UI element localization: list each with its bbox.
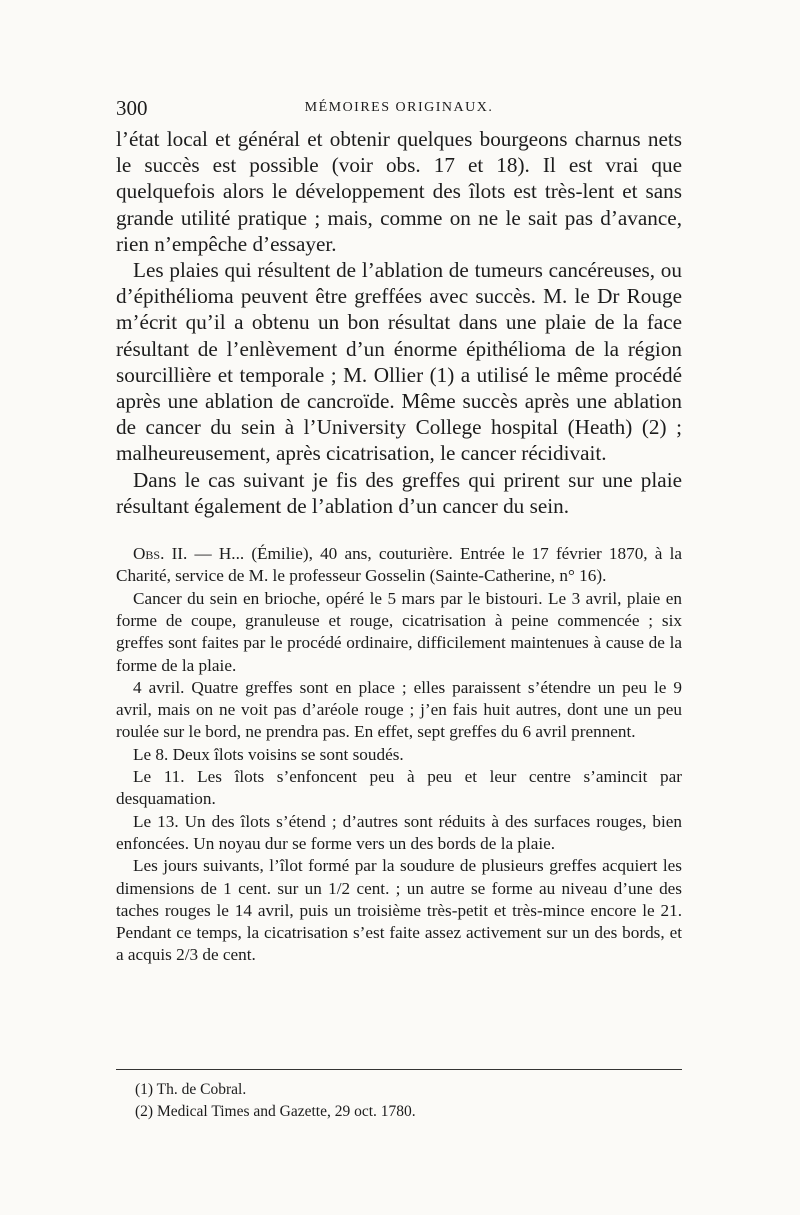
observation-label: Obs. II. (133, 544, 188, 564)
footnotes (116, 1079, 682, 1123)
footnote: (1) Th. de Cobral. (135, 1081, 247, 1098)
main-text (116, 126, 682, 519)
paragraph: Dans le cas suivant je fis des greffes qui prirent sur une plaie résultant également de l’ablation d’un cancer du sein. (116, 467, 682, 518)
running-title: MÉMOIRES ORIGINAUX. (304, 100, 494, 115)
observation-intro (116, 543, 682, 588)
observation-paragraph: Les jours suivants, l’îlot formé par la soudure de plusieurs greffes acquiert les dimensions de 1 cent. sur un 1/2 cent. ; un autre se forme au niveau d’une des taches rouges le 14 avril, puis un troisième très-petit et très-mince encore le 21. Pendant ce temps, la cicatrisation s’est faite assez activement sur un des bords, et a acquis 2/3 de cent. (116, 856, 682, 965)
observation-paragraph: Le 11. Les îlots s’enfoncent peu à peu et leur centre s’amincit par desquamation. (116, 767, 682, 809)
observation-paragraph: Le 13. Un des îlots s’étend ; d’autres sont réduits à des surfaces rouges, bien enfoncées. Un noyau dur se forme vers un des bords de la plaie. (116, 811, 682, 853)
footnote-divider (116, 1069, 682, 1070)
observation-paragraph: Cancer du sein en brioche, opéré le 5 mars par le bistouri. Le 3 avril, plaie en forme de coupe, granuleuse et rouge, cicatrisation à peine commencée ; six greffes sont faites par le procédé ordinaire, difficilement maintenues à cause de la forme de la plaie. (116, 588, 682, 675)
page-body (116, 126, 682, 967)
page-number: 300 (116, 96, 148, 120)
observation-paragraph: 4 avril. Quatre greffes sont en place ; elles paraissent s’étendre un peu le 9 avril, mais on ne voit pas d’aréole rouge ; j’en fais huit autres, dont une un peu roulée sur le bord, ne prendra pas. En effet, sept greffes du 6 avril prennent. (116, 677, 682, 742)
page-header (116, 96, 682, 122)
paragraph: l’état local et général et obtenir quelques bourgeons charnus nets le succès est possible (voir obs. 17 et 18). Il est vrai que quelquefois alors le développement des îlots est très-lent et sans grande utilité pratique ; mais, comme on ne le sait pas d’avance, rien n’empêche d’essayer. (116, 127, 682, 256)
observation-intro-text: — H... (Émilie), 40 ans, couturière. Entrée le 17 février 1870, à la Charité, service de M. le professeur Gosselin (Sainte-Catherine, n° 16). (116, 544, 682, 586)
paragraph: Les plaies qui résultent de l’ablation de tumeurs cancéreuses, ou d’épithélioma peuvent être greffées avec succès. M. le Dr Rouge m’écrit qu’il a obtenu un bon résultat dans une plaie de la face résultant de l’enlèvement d’un énorme épithélioma de la région sourcillière et temporale ; M. Ollier (1) a utilisé le même procédé après une ablation de cancroïde. Même succès après une ablation de cancer du sein à l’University College hospital (Heath) (2) ; malheureusement, après cicatrisation, le cancer récidivait. (116, 258, 682, 466)
observation-block (116, 543, 682, 967)
observation-paragraph: Le 8. Deux îlots voisins se sont soudés. (133, 744, 404, 764)
footnote: (2) Medical Times and Gazette, 29 oct. 1780. (135, 1103, 416, 1120)
